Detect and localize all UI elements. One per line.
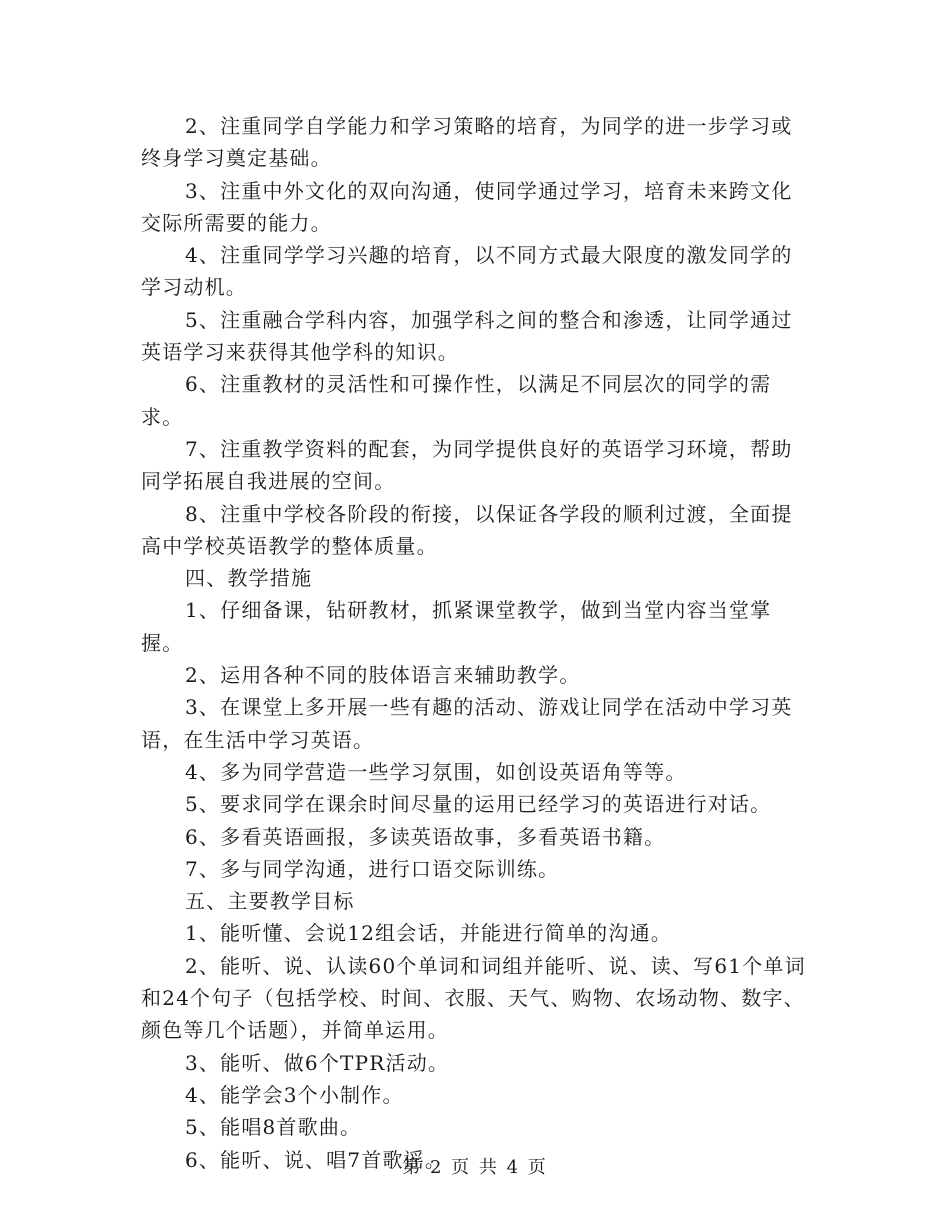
- paragraph: 2、能听、说、认读60个单词和词组并能听、说、读、写61个单词和24个句子（包括学校、时间、衣服、天气、购物、农场动物、数字、颜色等几个话题），并简单运用。: [141, 953, 806, 1043]
- section-heading: 五、主要教学目标: [185, 889, 355, 914]
- paragraph: 3、能听、做6个TPR活动。: [185, 1050, 450, 1075]
- paragraph: 7、注重教学资料的配套，为同学提供良好的英语学习环境，帮助同学拓展自我进展的空间。: [141, 436, 793, 494]
- page-footer: 第 2 页 共 4 页: [402, 1157, 548, 1178]
- paragraph: 5、注重融合学科内容，加强学科之间的整合和渗透，让同学通过英语学习来获得其他学科的知识。: [141, 307, 793, 365]
- paragraph: 6、能听、说、唱7首歌谣。: [185, 1147, 447, 1172]
- paragraph: 3、注重中外文化的双向沟通，使同学通过学习，培育未来跨文化交际所需要的能力。: [141, 178, 793, 235]
- paragraph: 2、运用各种不同的肢体语言来辅助教学。: [185, 663, 581, 688]
- paragraph: 4、注重同学学习兴趣的培育，以不同方式最大限度的激发同学的学习动机。: [141, 243, 793, 300]
- paragraph: 1、仔细备课，钻研教材，抓紧课堂教学，做到当堂内容当堂掌握。: [141, 598, 772, 655]
- paragraph: 4、能学会3个小制作。: [185, 1082, 404, 1107]
- paragraph: 5、要求同学在课余时间尽量的运用已经学习的英语进行对话。: [185, 792, 772, 817]
- document-body: [141, 110, 811, 1176]
- paragraph: 6、多看英语画报，多读英语故事，多看英语书籍。: [185, 824, 666, 849]
- paragraph: 8、注重中学校各阶段的衔接，以保证各学段的顺利过渡，全面提高中学校英语教学的整体质量。: [141, 501, 793, 558]
- paragraph: 7、多与同学沟通，进行口语交际训练。: [185, 856, 560, 881]
- paragraph: 4、多为同学营造一些学习氛围，如创设英语角等等。: [185, 759, 687, 784]
- section-heading: 四、教学措施: [185, 566, 313, 591]
- paragraph: 3、在课堂上多开展一些有趣的活动、游戏让同学在活动中学习英语，在生活中学习英语。: [141, 695, 793, 752]
- paragraph: 6、注重教材的灵活性和可操作性，以满足不同层次的同学的需求。: [141, 372, 772, 429]
- paragraph: 5、能唱8首歌曲。: [185, 1115, 362, 1140]
- paragraph: 1、能听懂、会说12组会话，并能进行简单的沟通。: [185, 921, 672, 946]
- paragraph: 2、注重同学自学能力和学习策略的培育，为同学的进一步学习或终身学习奠定基础。: [141, 114, 793, 171]
